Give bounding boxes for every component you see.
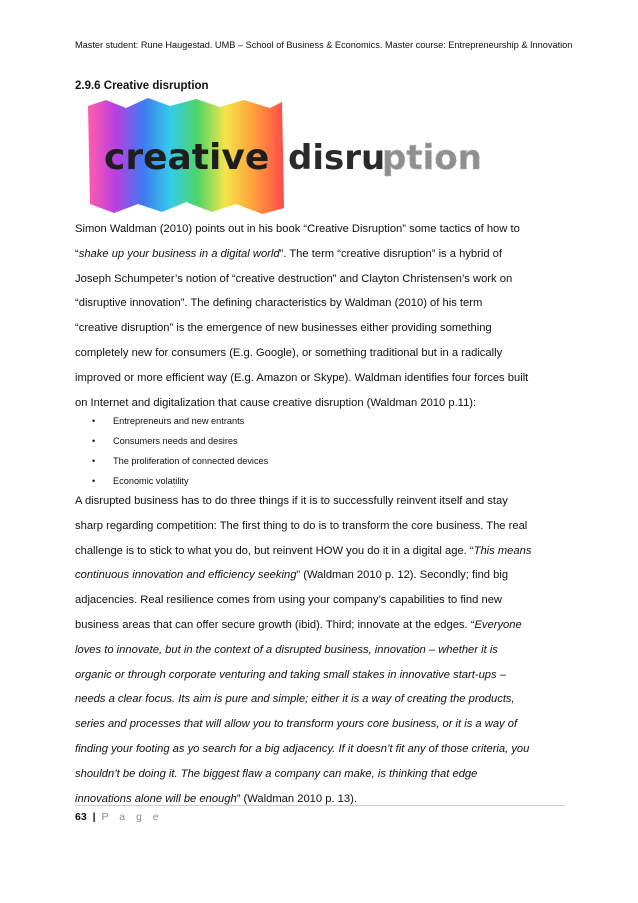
section-title: 2.9.6 Creative disruption <box>75 80 209 92</box>
footer-divider <box>75 805 565 806</box>
bullet-icon: • <box>92 476 96 486</box>
text-line: “creative disruption” is the emergence of new businesses either providing something <box>75 322 492 335</box>
bullet-icon: • <box>92 416 96 426</box>
list-item: • The proliferation of connected devices <box>92 451 268 471</box>
page-label: P a g e <box>101 811 163 823</box>
banner-word-creative: creative <box>104 137 270 178</box>
list-item: • Entrepreneurs and new entrants <box>92 411 268 431</box>
text-line: A disrupted business has to do three things if it is to successfully reinvent itself and stay <box>75 495 508 507</box>
text-line: finding your footing as yo search for a big adjacency. If it doesn’t fit any of those criteria, you <box>75 742 530 755</box>
forces-bullet-list <box>92 411 268 491</box>
text-line: innovations alone will be enough” (Waldman 2010 p. 13). <box>75 792 357 805</box>
quote-italic: shake up your business in a digital world <box>78 247 280 260</box>
text-line: completely new for consumers (E.g. Google), or something traditional but in a radically <box>75 346 503 359</box>
creative-disruption-banner-image <box>86 96 482 214</box>
disrupted-business-paragraph <box>75 489 565 811</box>
banner-word-disru: disru <box>288 138 386 178</box>
bullet-icon: • <box>92 436 96 446</box>
list-item: • Consumers needs and desires <box>92 431 268 451</box>
text-line: organic or through corporate venturing and taking small stakes in innovative start-ups – <box>75 668 506 681</box>
text-line: series and processes that will allow you to transform yours core business, or it is a way of <box>75 718 518 731</box>
text-line: improved or more efficient way (E.g. Amazon or Skype). Waldman identifies four forces built <box>75 371 529 384</box>
text-line: Simon Waldman (2010) points out in his book “Creative Disruption” some tactics of how to <box>75 223 520 235</box>
text-line: shouldn’t be doing it. The biggest flaw a company can make, is thinking that edge <box>75 767 478 780</box>
text-line: “disruptive innovation”. The defining characteristics by Waldman (2010) of his term <box>75 297 483 310</box>
text-line: loves to innovate, but in the context of a disrupted business, innovation – whether it is <box>75 643 498 656</box>
bullet-icon: • <box>92 456 96 466</box>
text-line: Joseph Schumpeter’s notion of “creative destruction” and Clayton Christensen’s work on <box>75 272 513 285</box>
page-footer <box>75 811 163 823</box>
text-line: “shake up your business in a digital world”. The term “creative disruption” is a hybrid of <box>75 247 502 260</box>
text-line: needs a clear focus. Its aim is pure and simple; either it is a way of creating the products, <box>75 693 515 706</box>
list-item: • Economic volatility <box>92 471 268 491</box>
running-header: Master student: Rune Haugestad. UMB – School of Business & Economics. Master course: Entrepreneurship & Innovation <box>75 40 573 50</box>
text-line: sharp regarding competition: The first thing to do is to transform the core business. The real <box>75 519 528 532</box>
page-number: 63 <box>75 811 87 823</box>
text-line: business areas that can offer secure growth (ibid). Third; innovate at the edges. “Everyone <box>75 618 522 631</box>
text-line: on Internet and digitalization that cause creative disruption (Waldman 2010 p.11): <box>75 396 477 409</box>
text-line: adjacencies. Real resilience comes from using your company’s capabilities to find new <box>75 594 502 607</box>
text-line: challenge is to stick to what you do, but reinvent HOW you do it in a digital age. “This means <box>75 544 532 557</box>
intro-paragraph <box>75 217 565 415</box>
footer-separator: | <box>92 811 96 823</box>
banner-word-ption-fragmented: ption <box>382 138 482 178</box>
text-line: continuous innovation and efficiency seeking” (Waldman 2010 p. 12). Secondly; find big <box>75 569 509 582</box>
